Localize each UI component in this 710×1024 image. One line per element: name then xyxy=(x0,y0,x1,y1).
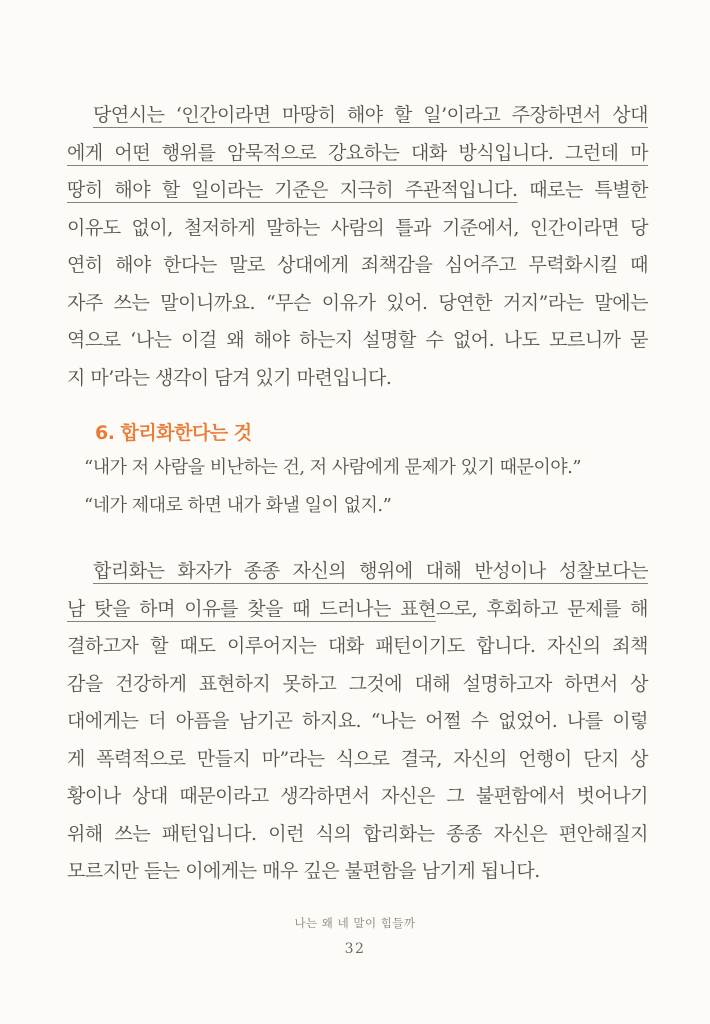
text-line xyxy=(67,553,648,591)
underlined-text: 땅히 해야 할 일이라는 기준은 지극히 주관적입니다. xyxy=(67,179,518,201)
plain-text: 으로, 후회하고 문제를 해 xyxy=(435,597,649,620)
text-line xyxy=(67,741,648,779)
text-line xyxy=(67,285,648,323)
plain-text: 게 폭력적으로 만들지 마”라는 식으로 결국, 자신의 언행이 단지 상 xyxy=(67,747,648,770)
plain-text: 자주 쓰는 말이니까요. “무슨 이유가 있어. 당연한 거지”라는 말에는 xyxy=(67,291,648,314)
underlined-text: 합리화는 화자가 종종 자신의 행위에 대해 반성이나 성찰보다는 xyxy=(93,560,648,582)
paragraph-body xyxy=(67,553,648,891)
paragraph-body xyxy=(67,97,648,397)
quote-line: “네가 제대로 하면 내가 화낼 일이 없지.” xyxy=(84,494,392,516)
text-line xyxy=(67,360,648,398)
text-line xyxy=(67,591,648,629)
plain-text: 황이나 상대 때문이라고 생각하면서 자신은 그 불편함에서 벗어나기 xyxy=(67,785,648,807)
plain-text: 결하고자 할 때도 이루어지는 대화 패턴이기도 합니다. 자신의 죄책 xyxy=(67,635,648,657)
quote-block xyxy=(84,452,648,527)
underlined-text: 에게 어떤 행위를 암묵적으로 강요하는 대화 방식입니다. 그런데 마 xyxy=(67,141,648,164)
text-line xyxy=(67,666,648,704)
underlined-text: 남 탓을 하며 이유를 찾을 때 드러나는 표현 xyxy=(67,597,436,620)
page-number: 32 xyxy=(344,941,366,957)
plain-text: 연히 해야 한다는 말로 상대에게 죄책감을 심어주고 무력화시킬 때 xyxy=(67,254,648,276)
plain-text: 모르지만 듣는 이에게는 매우 깊은 불편함을 남기게 됩니다. xyxy=(67,860,540,882)
text-line xyxy=(67,853,648,891)
plain-text: 대에게는 더 아픔을 남기곤 하지요. “나는 어쩔 수 없었어. 나를 이렇 xyxy=(67,710,648,732)
text-line xyxy=(67,628,648,666)
plain-text: 감을 건강하게 표현하지 못하고 그것에 대해 설명하고자 하면서 상 xyxy=(67,672,648,695)
text-line xyxy=(67,816,648,854)
text-line xyxy=(67,778,648,816)
text-line xyxy=(67,210,648,248)
text-line xyxy=(67,172,648,210)
quote-line: “내가 저 사람을 비난하는 건, 저 사람에게 문제가 있기 때문이야.” xyxy=(84,457,582,478)
running-footer-book-title: 나는 왜 네 말이 힘들까 xyxy=(294,916,416,930)
plain-text: 때로는 특별한 xyxy=(517,179,648,201)
section-heading: 6. 합리화한다는 것 xyxy=(95,422,252,444)
underlined-text: 당연시는 ‘인간이라면 마땅히 해야 할 일’이라고 주장하면서 상대 xyxy=(93,104,648,126)
text-line xyxy=(67,247,648,285)
text-line xyxy=(67,135,648,173)
text-line xyxy=(67,322,648,360)
plain-text: 역으로 ‘나는 이걸 왜 해야 하는지 설명할 수 없어. 나도 모르니까 묻 xyxy=(67,329,648,351)
plain-text: 지 마’라는 생각이 담겨 있기 마련입니다. xyxy=(67,366,392,389)
text-line xyxy=(67,703,648,741)
plain-text: 위해 쓰는 패턴입니다. 이런 식의 합리화는 종종 자신은 편안해질지 xyxy=(67,822,648,845)
text-line xyxy=(67,97,648,135)
plain-text: 이유도 없이, 철저하게 말하는 사람의 틀과 기준에서, 인간이라면 당 xyxy=(67,216,648,239)
